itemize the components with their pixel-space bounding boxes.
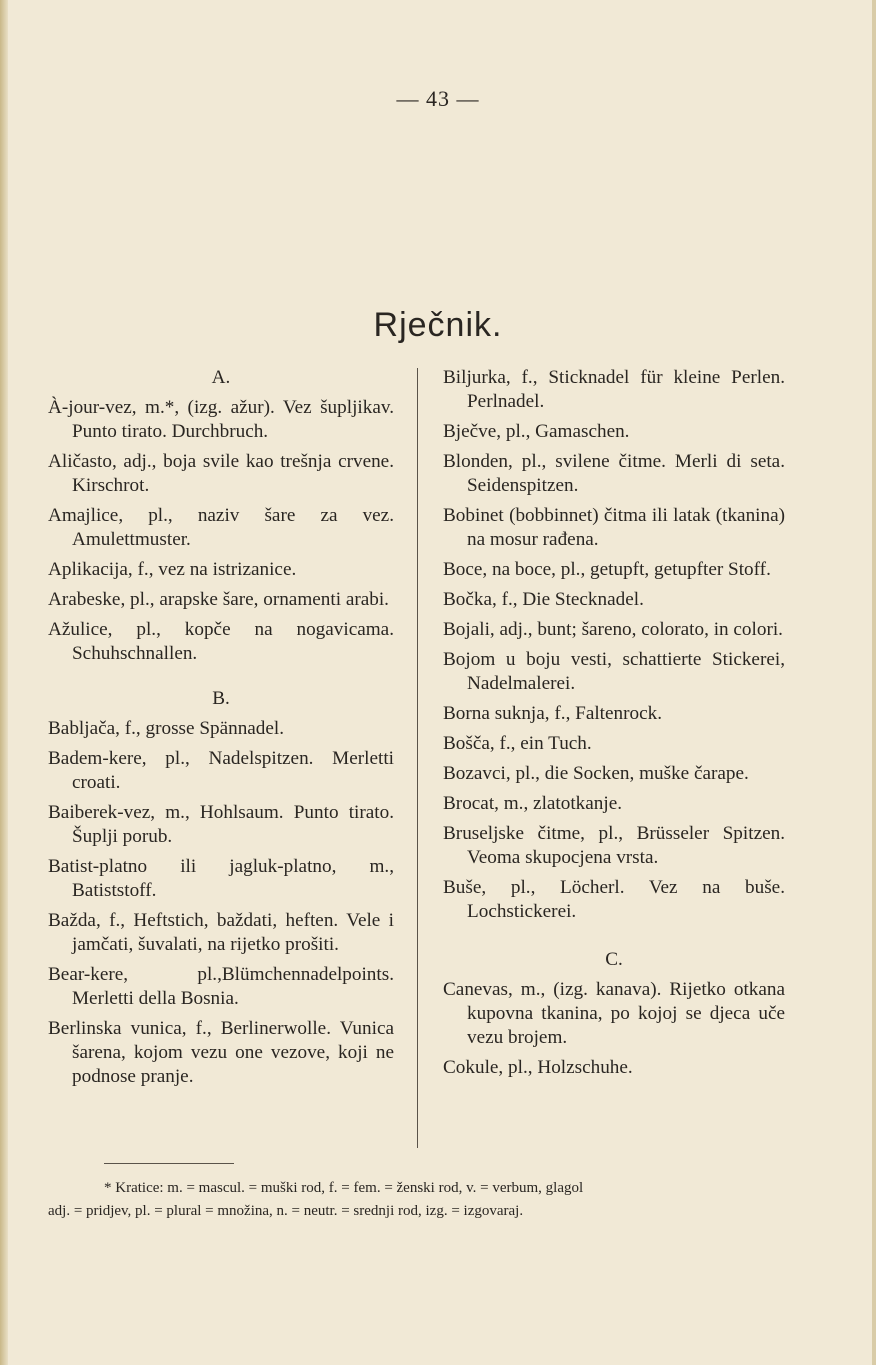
dictionary-entry: Bječve, pl., Gamaschen. (443, 421, 630, 442)
dictionary-entry: Bojom u boju vesti, schattierte Stickerei, Nadelmalerei. (443, 649, 785, 694)
dictionary-entry: Buše, pl., Löcherl. Vez na buše. Lochstickerei. (443, 877, 785, 922)
dictionary-entry: Amajlice, pl., naziv šare za vez. Amulettmuster. (48, 505, 394, 550)
dictionary-entry: Arabeske, pl., arapske šare, ornamenti arabi. (48, 589, 389, 610)
section-heading-a: A. (211, 367, 231, 388)
dictionary-entry: Bruseljske čitme, pl., Brüsseler Spitzen. Veoma skupocjena vrsta. (443, 823, 785, 868)
dictionary-entry: Bošča, f., ein Tuch. (443, 733, 592, 754)
page-number: — 43 — (396, 86, 480, 111)
page-edge-right (872, 0, 876, 1365)
right-column (443, 366, 785, 1086)
dictionary-entry: Bear-kere, pl.,Blümchennadelpoints. Merletti della Bosnia. (48, 964, 394, 1009)
section-heading-b: B. (212, 688, 230, 709)
dictionary-entry: Aplikacija, f., vez na istrizanice. (48, 559, 297, 580)
left-column (48, 366, 394, 1095)
dictionary-entry: Badem-kere, pl., Nadelspitzen. Merletti croati. (48, 748, 394, 793)
dictionary-entry: Ažulice, pl., kopče na nogavicama. Schuhschnallen. (48, 619, 394, 664)
dictionary-entry: Bažda, f., Heftstich, baždati, heften. Vele i jamčati, šuvalati, na rijetko prošiti. (48, 910, 394, 955)
dictionary-entry: Biljurka, f., Sticknadel für kleine Perlen. Perlnadel. (443, 367, 785, 412)
dictionary-entry: Berlinska vunica, f., Berlinerwolle. Vunica šarena, kojom vezu one vezove, koji ne podnose pranje. (48, 1018, 394, 1087)
dictionary-entry: Baiberek-vez, m., Hohlsaum. Punto tirato. Šuplji porub. (48, 802, 394, 847)
column-divider (417, 368, 418, 1148)
footnote-line: adj. = pridjev, pl. = plural = množina, n. = neutr. = srednji rod, izg. = izgovaraj. (48, 1203, 524, 1219)
dictionary-entry: Brocat, m., zlatotkanje. (443, 793, 623, 814)
dictionary-entry: Cokule, pl., Holzschuhe. (443, 1057, 633, 1078)
dictionary-entry: Bojali, adj., bunt; šareno, colorato, in colori. (443, 619, 783, 640)
dictionary-entry: Babljača, f., grosse Spännadel. (48, 718, 285, 739)
dictionary-entry: Bobinet (bobbinnet) čitma ili latak (tkanina) na mosur rađena. (443, 505, 785, 550)
section-heading-c: C. (605, 949, 623, 970)
dictionary-entry: Borna suknja, f., Faltenrock. (443, 703, 663, 724)
dictionary-entry: Canevas, m., (izg. kanava). Rijetko otkana kupovna tkanina, po kojoj se djeca uče vezu brojem. (443, 979, 785, 1048)
dictionary-entry: Bozavci, pl., die Socken, muške čarape. (443, 763, 749, 784)
dictionary-entry: À-jour-vez, m.*, (izg. ažur). Vez šupljikav. Punto tirato. Durchbruch. (48, 397, 394, 442)
footnote (48, 1177, 788, 1223)
dictionary-entry: Bočka, f., Die Stecknadel. (443, 589, 644, 610)
footnote-line: * Kratice: m. = mascul. = muški rod, f. = fem. = ženski rod, v. = verbum, glagol (104, 1180, 584, 1196)
dictionary-entry: Batist-platno ili jagluk-platno, m., Batiststoff. (48, 856, 394, 901)
page-edge-left (0, 0, 8, 1365)
dictionary-entry: Aličasto, adj., boja svile kao trešnja crvene. Kirschrot. (48, 451, 394, 496)
page-title: Rječnik. (373, 306, 503, 344)
dictionary-entry: Blonden, pl., svilene čitme. Merli di seta. Seidenspitzen. (443, 451, 785, 496)
footnote-rule (104, 1163, 234, 1164)
dictionary-entry: Boce, na boce, pl., getupft, getupfter Stoff. (443, 559, 771, 580)
